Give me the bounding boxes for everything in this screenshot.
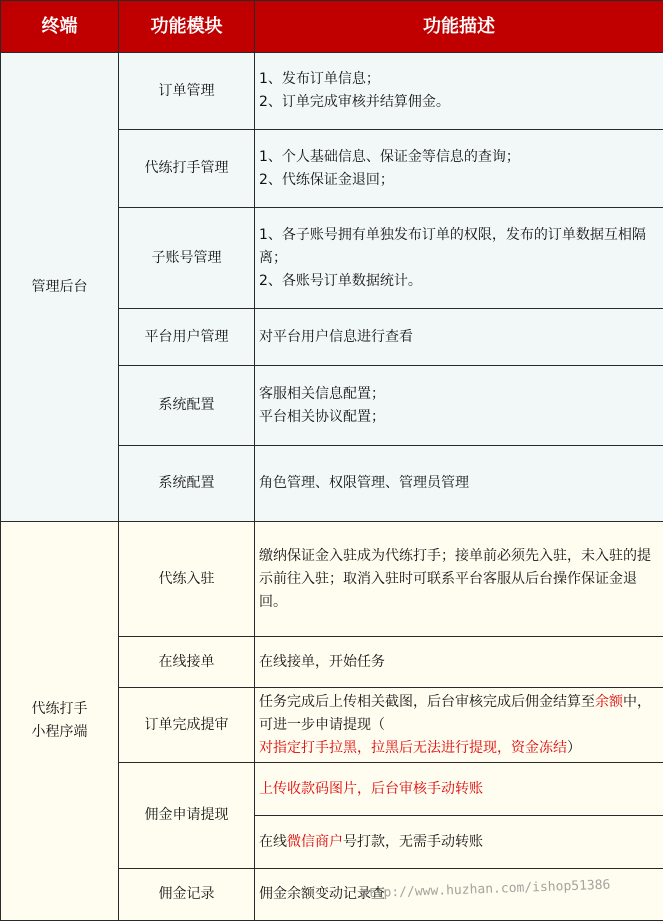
module-cell: 佣金记录 <box>119 869 255 921</box>
description-cell <box>255 208 663 309</box>
description-text: 在线 <box>259 834 287 850</box>
description-line: 2、各账号订单数据统计。 <box>259 270 657 293</box>
module-cell: 订单管理 <box>119 53 255 130</box>
description-cell <box>255 522 663 637</box>
description-line: 1、发布订单信息； <box>259 68 657 91</box>
description-line: 2、代练保证金退回； <box>259 169 657 192</box>
description-text: 任务完成后上传相关截图，后台审核完成后佣金结算至 <box>259 694 595 710</box>
module-cell: 代练入驻 <box>119 522 255 637</box>
description-cell <box>255 309 663 366</box>
description-text: 中，可进一步申请提现（ <box>259 694 651 733</box>
module-cell: 系统配置 <box>119 446 255 522</box>
module-cell: 平台用户管理 <box>119 309 255 366</box>
description-line: 1、个人基础信息、保证金等信息的查询； <box>259 146 657 169</box>
description-line: 在线接单，开始任务 <box>259 651 657 674</box>
module-cell: 子账号管理 <box>119 208 255 309</box>
terminal-cell-miniprogram <box>1 522 119 921</box>
description-cell <box>255 53 663 130</box>
description-cell <box>255 637 663 688</box>
description-line: 角色管理、权限管理、管理员管理 <box>259 472 657 495</box>
description-line: 1、各子账号拥有单独发布订单的权限，发布的订单数据互相隔离； <box>259 224 657 270</box>
description-highlight: 微信商户 <box>287 834 343 850</box>
description-text: 号打款，无需手动转账 <box>343 834 483 850</box>
description-cell <box>255 130 663 208</box>
description-highlight: 余额 <box>595 694 623 710</box>
terminal-cell-admin <box>1 53 119 522</box>
description-cell <box>255 816 663 869</box>
table-row <box>1 53 663 130</box>
description-text: ） <box>567 740 581 756</box>
module-cell: 在线接单 <box>119 637 255 688</box>
terminal-label: 管理后台 <box>1 276 118 299</box>
description-cell <box>255 869 663 921</box>
description-cell <box>255 446 663 522</box>
description-line: 2、订单完成审核并结算佣金。 <box>259 91 657 114</box>
description-line: 对平台用户信息进行查看 <box>259 326 657 349</box>
description-line: 佣金余额变动记录查 <box>259 883 657 906</box>
description-cell <box>255 688 663 763</box>
header-terminal: 终端 <box>1 1 119 53</box>
module-cell: 代练打手管理 <box>119 130 255 208</box>
description-cell <box>255 366 663 446</box>
table-row <box>1 522 663 637</box>
module-cell: 订单完成提审 <box>119 688 255 763</box>
description-line: 平台相关协议配置； <box>259 406 657 429</box>
terminal-label: 代练打手 <box>1 698 118 721</box>
module-cell: 佣金申请提现 <box>119 763 255 869</box>
header-row <box>1 1 663 53</box>
header-module: 功能模块 <box>119 1 255 53</box>
description-highlight: 上传收款码图片，后台审核手动转账 <box>259 781 483 797</box>
description-line: 客服相关信息配置； <box>259 383 657 406</box>
description-cell <box>255 763 663 816</box>
description-line: 缴纳保证金入驻成为代练打手；接单前必须先入驻，未入驻的提示前往入驻；取消入驻时可联系平台客服从后台操作保证金退回。 <box>259 545 657 614</box>
terminal-label: 小程序端 <box>1 721 118 744</box>
watermark: http://www.huzhan.com/ishop51386 <box>360 878 611 902</box>
description-highlight: 对指定打手拉黑，拉黑后无法进行提现，资金冻结 <box>259 740 567 756</box>
header-description: 功能描述 <box>255 1 663 53</box>
module-cell: 系统配置 <box>119 366 255 446</box>
